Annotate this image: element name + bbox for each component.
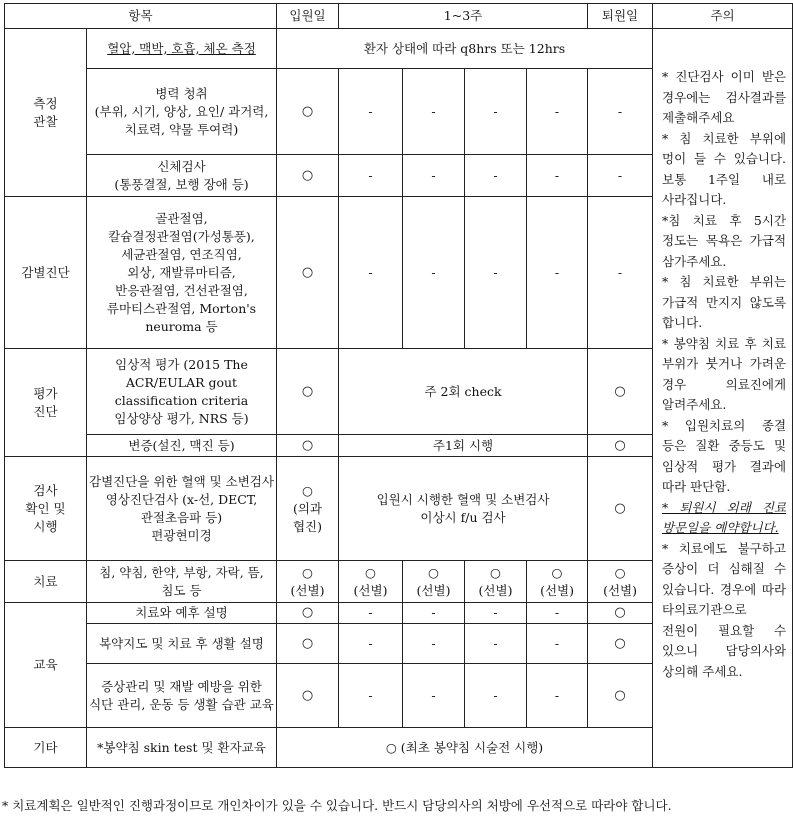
cell-history-3: - [465,69,527,155]
header-weeks: 1~3주 [339,4,588,29]
cell-prog-0: ○ [277,603,339,624]
label-vitals-text: 혈압, 맥박, 호흡, 체온 측정 [107,40,256,56]
cell-diff-0: ○ [277,197,339,349]
cell-treat-5: ○ (선별) [588,561,653,603]
cell-exam-3: - [465,155,527,197]
cell-prog-4: - [527,603,588,624]
category-education: 교육 [5,603,87,728]
cell-exam-1: - [339,155,403,197]
cell-treat-2: ○ (선별) [403,561,465,603]
cell-treat-1: ○ (선별) [339,561,403,603]
cell-prog-2: - [403,603,465,624]
label-treatment: 침, 약침, 한약, 부항, 자락, 뜸, 침도 등 [87,561,277,603]
cell-med-4: - [527,624,588,664]
cell-med-5: ○ [588,624,653,664]
cell-life-1: - [339,664,403,728]
label-history: 병력 청취 (부위, 시기, 양상, 요인/ 과거력, 치료력, 약물 투여력) [87,69,277,155]
label-differential: 골관절염, 칼슘결정관절염(가성통풍), 세균관절염, 연조직염, 외상, 재발류마티즘, 반응관절염, 건선관절염, 류마티스관절염, Morton's neuroma 등 [87,197,277,349]
cell-diff-4: - [527,197,588,349]
page [4,3,787,768]
cell-med-2: - [403,624,465,664]
label-prognosis: 치료와 예후 설명 [87,603,277,624]
cell-diff-5: - [588,197,653,349]
note-5: * 봉약침 치료 후 치료 부위가 붓거나 가려운 경우 의료진에게 알려주세요. [662,335,787,412]
header-notes: 주의 [653,4,793,29]
cell-changes-discharge: ○ [588,435,653,457]
cell-prog-3: - [465,603,527,624]
note-3: *침 치료 후 5시간 정도는 목욕은 가급적 삼가주세요. [662,212,787,269]
label-medication: 복약지도 및 치료 후 생활 설명 [87,624,277,664]
cell-clinical-admission: ○ [277,349,339,435]
span-changes: 주1회 시행 [339,435,588,457]
category-measurement: 측정 관찰 [5,29,87,197]
label-vitals [87,29,277,69]
row-vitals [5,29,793,69]
cell-history-5: - [588,69,653,155]
category-other: 기타 [5,728,87,768]
header-item: 항목 [5,4,277,29]
note-8: * 치료에도 불구하고 증상이 더 심해질 수 있습니다. 경우에 따라 타의료기관으로 전원이 필요할 수 있으니 담당의사와 상의해 주세요. [662,540,787,679]
span-tests: 입원시 시행한 혈액 및 소변검사 이상시 f/u 검사 [339,457,588,561]
label-exam: 신체검사 (통풍결절, 보행 장애 등) [87,155,277,197]
category-treatment: 치료 [5,561,87,603]
cell-treat-4: ○ (선별) [527,561,588,603]
cell-life-4: - [527,664,588,728]
category-tests: 검사 확인 및 시행 [5,457,87,561]
note-7: * 퇴원시 외래 진료 방문일을 예약합니다. [662,499,787,535]
cell-med-3: - [465,624,527,664]
label-lifestyle: 증상관리 및 재발 예방을 위한 식단 관리, 운동 등 생활 습관 교육 [87,664,277,728]
cell-life-0: ○ [277,664,339,728]
note-2: * 침 치료한 부위에 멍이 들 수 있습니다. 보통 1주일 내로 사라집니다. [662,130,787,207]
cell-med-0: ○ [277,624,339,664]
cell-exam-4: - [527,155,588,197]
label-clinical-eval: 임상적 평가 (2015 The ACR/EULAR gout classification criteria 임상양상 평가, NRS 등) [87,349,277,435]
span-vitals: 환자 상태에 따라 q8hrs 또는 12hrs [277,29,653,69]
cell-clinical-discharge: ○ [588,349,653,435]
cell-prog-1: - [339,603,403,624]
cell-exam-2: - [403,155,465,197]
header-discharge: 퇴원일 [588,4,653,29]
notes-column [653,29,793,768]
header-row [5,4,793,29]
header-admission: 입원일 [277,4,339,29]
care-pathway-table [4,3,793,768]
cell-changes-admission: ○ [277,435,339,457]
cell-life-5: ○ [588,664,653,728]
cell-prog-5: ○ [588,603,653,624]
cell-diff-1: - [339,197,403,349]
cell-life-2: - [403,664,465,728]
label-skin-test: *봉약침 skin test 및 환자교육 [87,728,277,768]
category-evaluation: 평가 진단 [5,349,87,457]
cell-tests-admission: ○ (의과 협진) [277,457,339,561]
cell-history-4: - [527,69,588,155]
note-1: * 진단검사 이미 받은 경우에는 검사결과를 제출해주세요 [662,69,787,125]
label-tests: 감별진단을 위한 혈액 및 소변검사 영상진단검사 (x-선, DECT, 관절초음파 등) 편광현미경 [87,457,277,561]
cell-diff-3: - [465,197,527,349]
span-clinical-eval: 주 2회 check [339,349,588,435]
cell-treat-3: ○ (선별) [465,561,527,603]
cell-history-1: - [339,69,403,155]
cell-exam-0: ○ [277,155,339,197]
note-6: * 입원치료의 종결 등은 질환 중등도 및 임상적 평가 결과에 따라 판단함. [662,417,787,494]
footnote: * 치료계획은 일반적인 진행과정이므로 개인차이가 있을 수 있습니다. 반드시 담당의사의 처방에 우선적으로 따라야 합니다. [2,798,672,813]
cell-exam-5: - [588,155,653,197]
cell-treat-0: ○ (선별) [277,561,339,603]
category-differential: 감별진단 [5,197,87,349]
cell-history-2: - [403,69,465,155]
cell-life-3: - [465,664,527,728]
cell-diff-2: - [403,197,465,349]
cell-med-1: - [339,624,403,664]
span-skin-test: ○ (최초 봉약침 시술전 시행) [277,728,653,768]
cell-history-0: ○ [277,69,339,155]
cell-tests-discharge: ○ [588,457,653,561]
label-changes: 변증(설진, 맥진 등) [87,435,277,457]
note-4: * 침 치료한 부위는 가급적 만지지 않도록 합니다. [662,274,787,330]
